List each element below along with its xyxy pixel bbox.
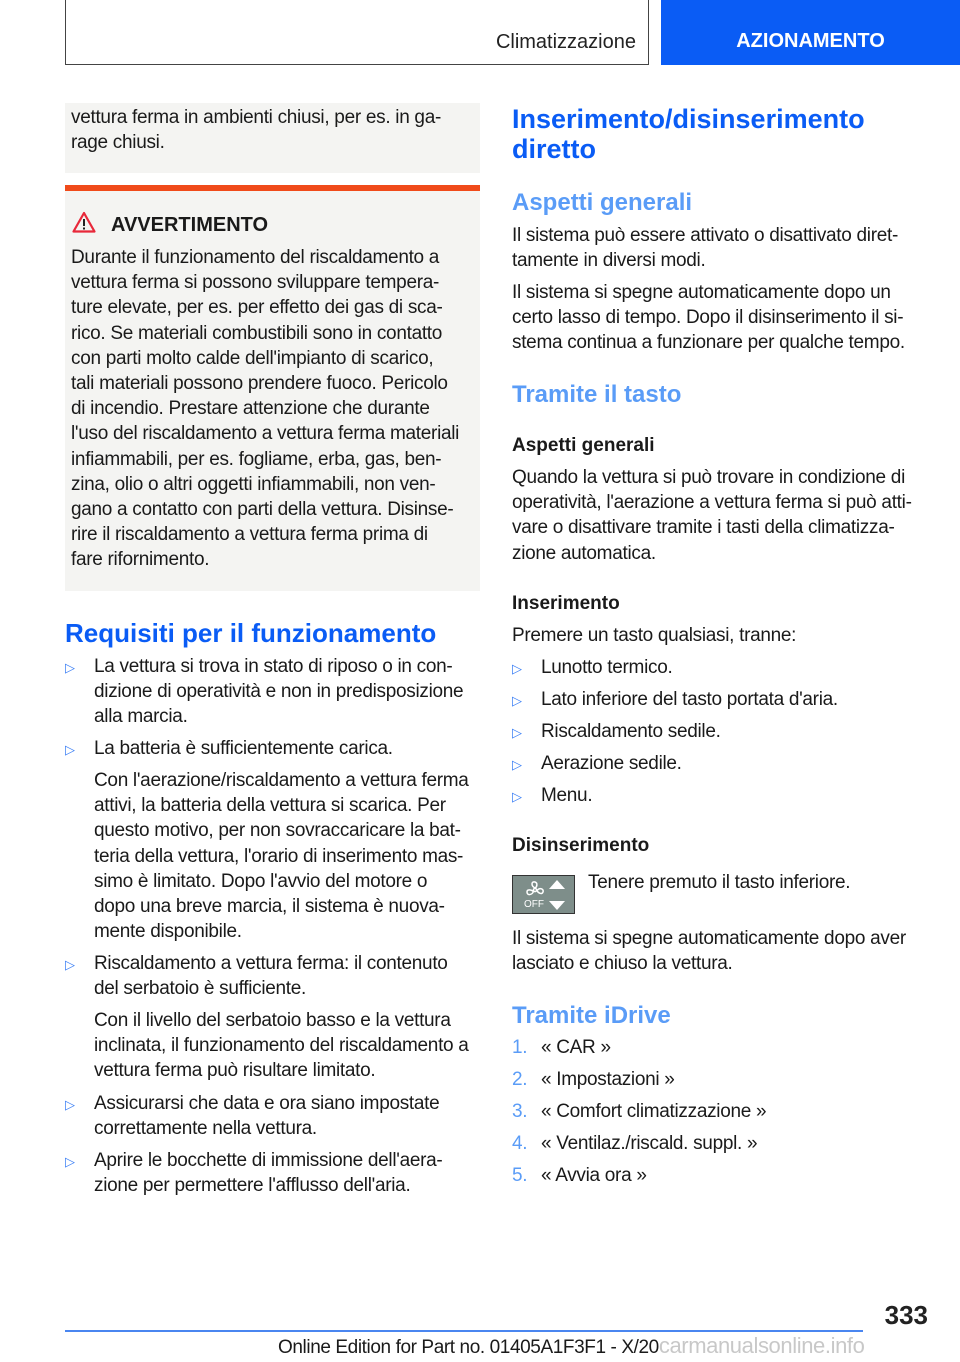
footer-divider bbox=[65, 1330, 863, 1332]
arrow-up-icon bbox=[549, 880, 565, 889]
list-item-text: La batteria è sufficientemente carica. bbox=[94, 738, 393, 759]
general-paragraph-2: Il sistema si spegne automaticamente dopo un certo lasso di tempo. Dopo il disinserimento il si- stema continua a funzionare per qualche tempo. bbox=[512, 282, 905, 354]
on-heading: Inserimento bbox=[512, 593, 620, 614]
list-item-text: La vettura si trova in stato di riposo o in con- dizione di operatività e non in predisposizione alla marcia. bbox=[94, 656, 464, 728]
off-note: Il sistema si spegne automaticamente dopo aver lasciato e chiuso la vettura. bbox=[512, 928, 906, 975]
list-item-text: Lunotto termico. bbox=[541, 657, 673, 678]
list-item-note: Con l'aerazione/riscaldamento a vettura ferma attivi, la batteria della vettura si scarica. Per questo motivo, per non sovraccaricare la bat- teria della vettura, l'orario di inserimento mas- simo è limitato. Dopo l'avvio del motore o dopo una breve marcia, il sistema è nuova- mente disponibile. bbox=[94, 770, 469, 943]
footer-edition bbox=[278, 1333, 864, 1359]
button-general-heading: Aspetti generali bbox=[512, 435, 655, 456]
page-number: 333 bbox=[884, 1300, 928, 1330]
list-item-text: Aprire le bocchette di immissione dell'aera- zione per permettere l'afflusso dell'aria. bbox=[94, 1150, 443, 1197]
idrive-heading: Tramite iDrive bbox=[512, 1002, 671, 1029]
step-number: 3. bbox=[512, 1101, 528, 1122]
button-general-text: Quando la vettura si può trovare in condizione di operatività, l'aerazione a vettura ferma si può atti- vare o disattivare tramite i tasti della climatizza- zione automatica. bbox=[512, 467, 912, 564]
continued-note-box bbox=[65, 103, 480, 173]
step-number: 5. bbox=[512, 1165, 528, 1186]
step-number: 1. bbox=[512, 1037, 528, 1058]
step-number: 4. bbox=[512, 1133, 528, 1154]
bullet-triangle-icon: ▷ bbox=[512, 693, 522, 708]
list-item-text: Aerazione sedile. bbox=[541, 753, 682, 774]
bullet-triangle-icon: ▷ bbox=[512, 757, 522, 772]
step-text: « CAR » bbox=[541, 1037, 611, 1058]
list-item-text: Riscaldamento a vettura ferma: il contenuto del serbatoio è sufficiente. bbox=[94, 953, 448, 1000]
fan-icon bbox=[523, 880, 547, 900]
off-heading: Disinserimento bbox=[512, 835, 650, 856]
page-title: Inserimento/disinserimento diretto bbox=[512, 104, 865, 164]
bullet-triangle-icon: ▷ bbox=[512, 725, 522, 740]
header-section-box bbox=[65, 0, 649, 65]
bullet-triangle-icon: ▷ bbox=[512, 789, 522, 804]
general-paragraph-1: Il sistema può essere attivato o disattivato diret- tamente in diversi modi. bbox=[512, 225, 899, 272]
bullet-triangle-icon: ▷ bbox=[512, 661, 522, 676]
warning-text: Durante il funzionamento del riscaldamento a vettura ferma si possono sviluppare tempera- ture elevate, per es. per effetto dei gas di sca- rico. Se materiali combustibili sono in contatto con parti molto calde dell'impianto di scarico, tali materiali possono prendere fuoco. Pericolo di incendio. Prestare attenzione che durante l'uso del riscaldamento a vettura ferma materiali infiammabili, per es. fogliame, erba, gas, ben- zina, olio o altri oggetti infiammabili, non ven- gano a contatto con parti della vettura. Disinse- rire il riscaldamento a vettura ferma prima di fare rifornimento. bbox=[71, 247, 460, 571]
list-item-text: Lato inferiore del tasto portata d'aria. bbox=[541, 689, 838, 710]
off-text: Tenere premuto il tasto inferiore. bbox=[588, 872, 851, 893]
bullet-triangle-icon: ▷ bbox=[65, 1154, 75, 1169]
bullet-triangle-icon: ▷ bbox=[65, 742, 75, 757]
step-text: « Comfort climatizzazione » bbox=[541, 1101, 767, 1122]
warning-triangle-icon bbox=[72, 211, 96, 233]
bullet-triangle-icon: ▷ bbox=[65, 660, 75, 675]
warning-title: AVVERTIMENTO bbox=[111, 214, 269, 236]
arrow-down-icon bbox=[549, 901, 565, 910]
watermark: carmanualsonline.info bbox=[658, 1333, 865, 1358]
edition-text: Online Edition for Part no. 01405A1F3F1 - X/20 bbox=[278, 1337, 659, 1358]
list-item bbox=[512, 1067, 675, 1092]
warning-box bbox=[65, 191, 480, 591]
bullet-triangle-icon: ▷ bbox=[65, 957, 75, 972]
step-text: « Ventilaz./riscald. suppl. » bbox=[541, 1133, 758, 1154]
button-heading: Tramite il tasto bbox=[512, 381, 682, 408]
step-number: 2. bbox=[512, 1069, 528, 1090]
list-item bbox=[512, 1131, 758, 1156]
step-text: « Impostazioni » bbox=[541, 1069, 675, 1090]
list-item-note: Con il livello del serbatoio basso e la vettura inclinata, il funzionamento del riscaldamento a vettura ferma può risultare limitato. bbox=[94, 1010, 469, 1082]
general-heading: Aspetti generali bbox=[512, 189, 693, 216]
section-title: Climatizzazione bbox=[495, 31, 636, 53]
bullet-triangle-icon: ▷ bbox=[65, 1097, 75, 1112]
list-item-text: Assicurarsi che data e ora siano impostate correttamente nella vettura. bbox=[94, 1093, 440, 1140]
list-item bbox=[512, 1163, 647, 1188]
on-text: Premere un tasto qualsiasi, tranne: bbox=[512, 625, 797, 646]
fan-off-button-icon bbox=[512, 875, 575, 914]
continued-note-text: vettura ferma in ambienti chiusi, per es. in ga- rage chiusi. bbox=[71, 107, 441, 154]
off-label: OFF bbox=[524, 899, 544, 910]
list-item-text: Riscaldamento sedile. bbox=[541, 721, 721, 742]
list-item bbox=[512, 1035, 611, 1060]
chapter-tab[interactable]: AZIONAMENTO bbox=[661, 0, 960, 65]
step-text: « Avvia ora » bbox=[541, 1165, 647, 1186]
list-item-text: Menu. bbox=[541, 785, 593, 806]
list-item bbox=[512, 1099, 767, 1124]
requirements-heading: Requisiti per il funzionamento bbox=[65, 618, 437, 648]
